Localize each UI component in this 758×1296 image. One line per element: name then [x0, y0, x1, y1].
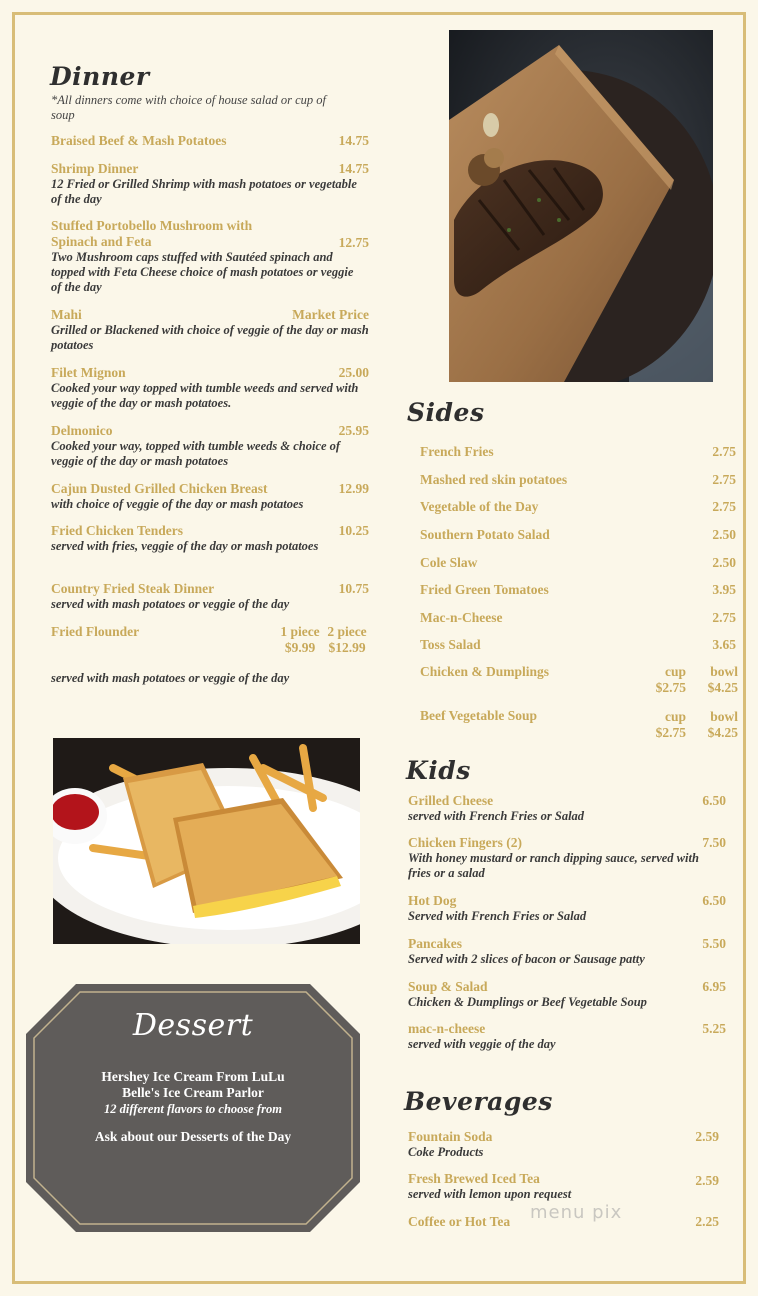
dessert-line-3: 12 different flavors to choose from [104, 1102, 282, 1116]
item-name: Stuffed Portobello Mushroom with Spinach and Feta [51, 218, 253, 249]
item-name: Cajun Dusted Grilled Chicken Breast [51, 481, 268, 496]
dinner-item-fried-flounder [51, 624, 371, 690]
dinner-item-portobello [51, 218, 371, 295]
steak-photo-graphic [449, 30, 713, 382]
beverage-item-price: 2.59 [695, 1129, 719, 1144]
item-price: 25.95 [338, 423, 369, 438]
soup-bowl [696, 709, 738, 741]
side-item-name: Vegetable of the Day [420, 499, 539, 514]
dessert-heading: Dessert [132, 1008, 254, 1043]
cup-price: $2.75 [655, 725, 686, 740]
kids-item-pancakes [408, 936, 728, 967]
item-desc: served with French Fries or Salad [408, 809, 585, 823]
item-name: Delmonico [51, 423, 113, 438]
item-desc: Coke Products [408, 1145, 484, 1159]
dessert-line-4: Ask about our Desserts of the Day [94, 1129, 292, 1144]
dinner-item-shrimp [51, 161, 371, 207]
item-price: 14.75 [338, 161, 369, 176]
dessert-content [26, 984, 360, 1145]
item-price: 10.75 [338, 581, 369, 596]
item-price: 12.75 [338, 235, 369, 250]
item-name: Braised Beef & Mash Potatoes [51, 133, 227, 148]
dinner-note: *All dinners come with choice of house salad or cup of soup [51, 93, 326, 122]
item-desc: served with veggie of the day [408, 1037, 556, 1051]
item-desc: served with fries, veggie of the day or mash potatoes [51, 539, 319, 553]
kids-item-price: 5.50 [702, 936, 726, 951]
steak-photo [449, 30, 713, 382]
item-name: Mahi [51, 307, 82, 322]
item-desc: Cooked your way topped with tumble weeds and served with veggie of the day or mash potatoes. [51, 381, 359, 410]
side-item-name: Cole Slaw [420, 555, 478, 570]
side-item-price: 2.75 [712, 610, 736, 625]
side-item-name: Mashed red skin potatoes [420, 472, 568, 487]
side-item-price: 2.75 [712, 472, 736, 487]
item-price: Market Price [292, 307, 369, 322]
dinner-item-cajun-chicken [51, 481, 371, 512]
kids-item-price: 7.50 [702, 835, 726, 850]
soup-cup [644, 709, 686, 741]
item-desc: with choice of veggie of the day or mash potatoes [51, 497, 304, 511]
bowl-label: bowl [710, 664, 738, 679]
item-name: Soup & Salad [408, 979, 488, 994]
cup-label: cup [664, 664, 686, 679]
item-name: Fried Chicken Tenders [51, 523, 184, 538]
dinner-item-filet-mignon [51, 365, 371, 411]
item-desc: served with mash potatoes or veggie of the day [51, 671, 290, 685]
flounder-two-piece-price: $12.99 [328, 640, 366, 655]
side-item-price: 2.75 [712, 444, 736, 459]
item-name: Filet Mignon [51, 365, 126, 380]
side-item-name: French Fries [420, 444, 494, 459]
sides-heading: Sides [407, 398, 485, 427]
item-desc: With honey mustard or ranch dipping sauce, served with fries or a salad [408, 851, 699, 880]
item-name: Pancakes [408, 936, 462, 951]
side-item-name: Southern Potato Salad [420, 527, 550, 542]
kids-item-price: 5.25 [702, 1021, 726, 1036]
item-desc: Two Mushroom caps stuffed with Sautéed spinach and topped with Feta Cheese choice of mash potatoes or veggie of the day [51, 250, 354, 294]
flounder-one-piece-price: $9.99 [284, 640, 316, 655]
bowl-label: bowl [710, 709, 738, 724]
item-price: 12.99 [338, 481, 369, 496]
flounder-one-piece-label: 1 piece [280, 624, 320, 639]
watermark: menu pix [530, 1202, 623, 1223]
dinner-item-braised-beef [51, 133, 371, 149]
side-item-price: 2.75 [712, 499, 736, 514]
beverage-item-price: 2.59 [695, 1173, 719, 1188]
item-name: Hot Dog [408, 893, 457, 908]
beverage-item-fountain-soda [408, 1129, 728, 1160]
kids-item-price: 6.50 [702, 893, 726, 908]
item-name: Coffee or Hot Tea [408, 1214, 511, 1229]
flounder-two-piece [323, 624, 371, 656]
item-name: Grilled Cheese [408, 793, 494, 808]
item-desc: 12 Fried or Grilled Shrimp with mash potatoes or vegetable of the day [51, 177, 357, 206]
dinner-item-country-fried-steak [51, 581, 371, 612]
side-item-name: Toss Salad [420, 637, 481, 652]
kids-item-soup-salad [408, 979, 728, 1010]
side-item-price: 2.50 [712, 527, 736, 542]
side-item-price: 3.65 [712, 637, 736, 652]
item-name: Fried Flounder [51, 624, 140, 639]
item-desc: Cooked your way, topped with tumble weeds & choice of veggie of the day or mash potatoes [51, 439, 341, 468]
side-item-name: Mac-n-Cheese [420, 610, 503, 625]
flounder-one-piece [279, 624, 321, 656]
bowl-price: $4.25 [707, 725, 738, 740]
item-desc: served with mash potatoes or veggie of the day [51, 597, 290, 611]
side-item-name: Fried Green Tomatoes [420, 582, 549, 597]
dessert-line-2: Belle's Ice Cream Parlor [122, 1085, 264, 1100]
beverages-heading: Beverages [404, 1087, 553, 1116]
cup-label: cup [664, 709, 686, 724]
dinner-heading: Dinner [50, 62, 150, 91]
dinner-item-delmonico [51, 423, 371, 469]
kids-heading: Kids [406, 756, 471, 785]
item-desc: Grilled or Blackened with choice of veggie of the day or mash potatoes [51, 323, 369, 352]
dessert-line-1: Hershey Ice Cream From LuLu [101, 1069, 285, 1084]
soup-cup [644, 664, 686, 696]
dinner-item-chicken-tenders [51, 523, 371, 554]
kids-item-hot-dog [408, 893, 728, 924]
kids-item-grilled-cheese [408, 793, 728, 824]
cup-price: $2.75 [655, 680, 686, 695]
item-name: Fresh Brewed Iced Tea [408, 1171, 540, 1186]
kids-item-chicken-fingers [408, 835, 728, 881]
beverage-item-iced-tea [408, 1171, 728, 1202]
soup-item-name: Beef Vegetable Soup [420, 708, 538, 723]
beverage-item-price: 2.25 [695, 1214, 719, 1229]
kids-item-mac-n-cheese [408, 1021, 728, 1052]
grilled-cheese-photo-graphic [53, 738, 360, 944]
bowl-price: $4.25 [707, 680, 738, 695]
item-name: Shrimp Dinner [51, 161, 139, 176]
item-name: Fountain Soda [408, 1129, 493, 1144]
item-price: 25.00 [338, 365, 369, 380]
item-price: 14.75 [338, 133, 369, 148]
soup-bowl [696, 664, 738, 696]
side-item-price: 3.95 [712, 582, 736, 597]
item-name: Country Fried Steak Dinner [51, 581, 215, 596]
item-desc: served with lemon upon request [408, 1187, 572, 1201]
side-item-price: 2.50 [712, 555, 736, 570]
item-desc: Chicken & Dumplings or Beef Vegetable Soup [408, 995, 647, 1009]
item-name: mac-n-cheese [408, 1021, 486, 1036]
grilled-cheese-photo [53, 738, 360, 944]
item-price: 10.25 [338, 523, 369, 538]
flounder-two-piece-label: 2 piece [327, 624, 367, 639]
soup-item-name: Chicken & Dumplings [420, 664, 550, 679]
kids-item-price: 6.95 [702, 979, 726, 994]
item-desc: Served with 2 slices of bacon or Sausage patty [408, 952, 645, 966]
item-desc: Served with French Fries or Salad [408, 909, 587, 923]
item-name: Chicken Fingers (2) [408, 835, 522, 850]
kids-item-price: 6.50 [702, 793, 726, 808]
dinner-item-mahi [51, 307, 371, 353]
